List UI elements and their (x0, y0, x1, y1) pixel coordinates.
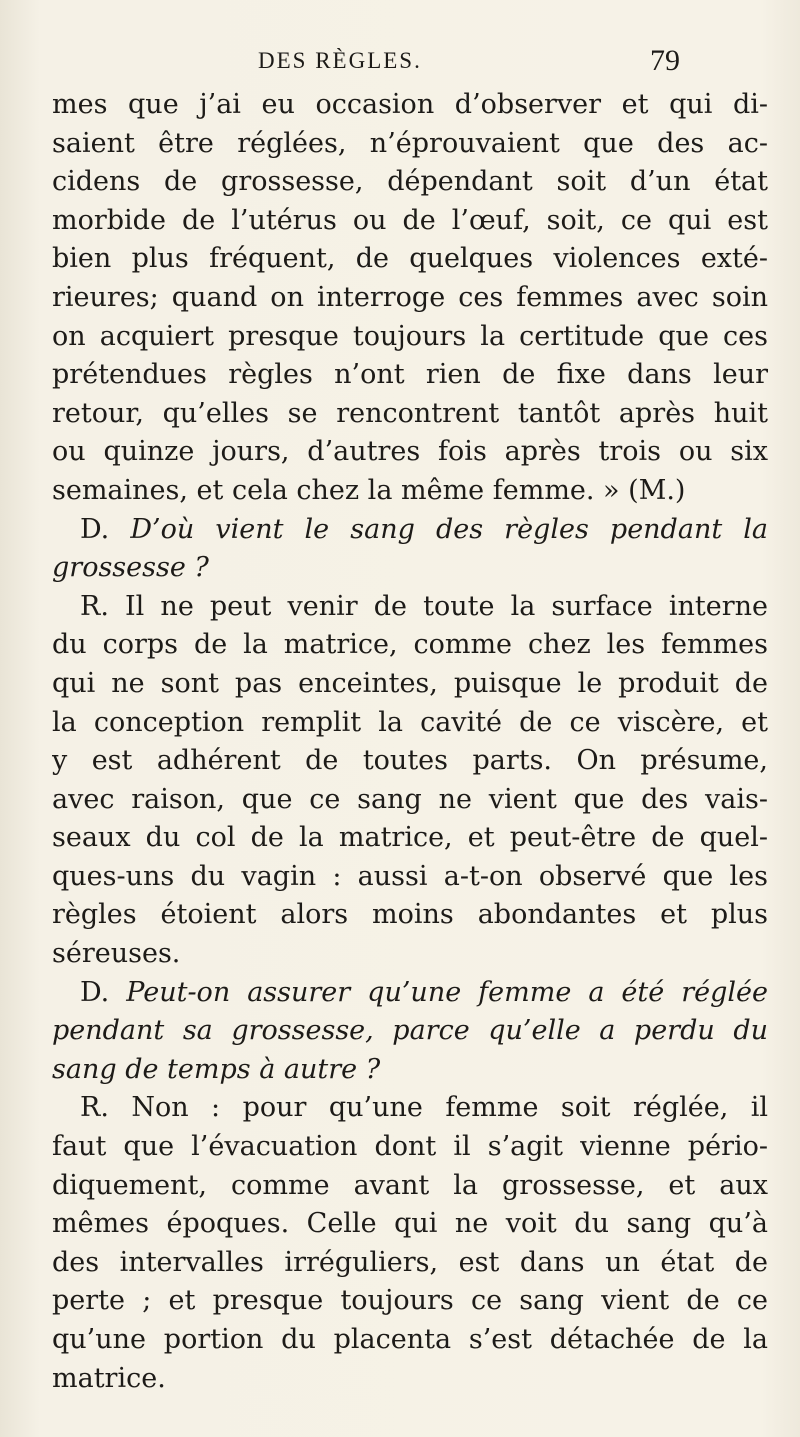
page-number: 79 (650, 44, 680, 77)
text-line: des intervalles irréguliers, est dans un état de (52, 1246, 768, 1278)
question-text: D’où vient le sang des règles pendant la (130, 513, 768, 545)
text-line (52, 974, 768, 1013)
text-line: séreuses. (52, 938, 181, 970)
speaker-marker: D. (80, 513, 131, 545)
text-line: diquement, comme avant la grossesse, et aux (52, 1169, 768, 1201)
text-line: seaux du col de la matrice, et peut-être de quel- (52, 822, 768, 854)
text-line: R. Non : pour qu’une femme soit réglée, il (80, 1092, 768, 1124)
text-line: cidens de grossesse, dépendant soit d’un état (52, 166, 768, 198)
text-line: mêmes époques. Celle qui ne voit du sang qu’à (52, 1208, 768, 1240)
question-text: sang de temps à autre ? (52, 1053, 381, 1085)
text-line: prétendues règles n’ont rien de fixe dans leur (52, 359, 768, 391)
text-line: y est adhérent de toutes parts. On présume, (52, 745, 768, 777)
text-line: rieures; quand on interroge ces femmes avec soin (52, 281, 768, 313)
question-text: pendant sa grossesse, parce qu’elle a perdu du (52, 1015, 768, 1047)
text-line: règles étoient alors moins abondantes et plus (52, 899, 768, 931)
text-line: faut que l’évacuation dont il s’agit vienne pério- (52, 1131, 768, 1163)
running-head (0, 44, 800, 88)
text-line: morbide de l’utérus ou de l’œuf, soit, ce qui est (52, 204, 768, 236)
running-title: DES RÈGLES. (258, 48, 422, 73)
text-line (52, 1012, 768, 1051)
text-line: la conception remplit la cavité de ce viscère, et (52, 706, 768, 738)
text-line: on acquiert presque toujours la certitude que ces (52, 320, 768, 352)
text-line: ou quinze jours, d’autres fois après trois ou six (52, 436, 768, 468)
text-line: ques-uns du vagin : aussi a-t-on observé que les (52, 860, 768, 892)
text-line (52, 1051, 768, 1090)
question-text: Peut-on assurer qu’une femme a été réglée (126, 976, 768, 1008)
text-line: saient être réglées, n’éprouvaient que des ac- (52, 127, 768, 159)
body-text (52, 86, 768, 1398)
text-line: retour, qu’elles se rencontrent tantôt après huit (52, 397, 768, 429)
text-line: qu’une portion du placenta s’est détachée de la (52, 1324, 768, 1355)
question-text: grossesse ? (52, 552, 209, 584)
text-line: perte ; et presque toujours ce sang vient de ce (52, 1285, 768, 1317)
text-line: mes que j’ai eu occasion d’observer et qui di- (52, 89, 768, 120)
text-line (52, 511, 768, 550)
text-line: avec raison, que ce sang ne vient que des vais- (52, 783, 768, 815)
text-line: R. Il ne peut venir de toute la surface interne (80, 590, 768, 622)
text-line: qui ne sont pas enceintes, puisque le produit de (52, 667, 768, 699)
text-line: semaines, et cela chez la même femme. » (M.) (52, 474, 686, 506)
speaker-marker: D. (80, 976, 127, 1008)
text-line: bien plus fréquent, de quelques violences exté- (52, 243, 768, 275)
text-line: matrice. (52, 1362, 166, 1394)
text-line (52, 549, 768, 588)
text-line: du corps de la matrice, comme chez les femmes (52, 629, 768, 661)
